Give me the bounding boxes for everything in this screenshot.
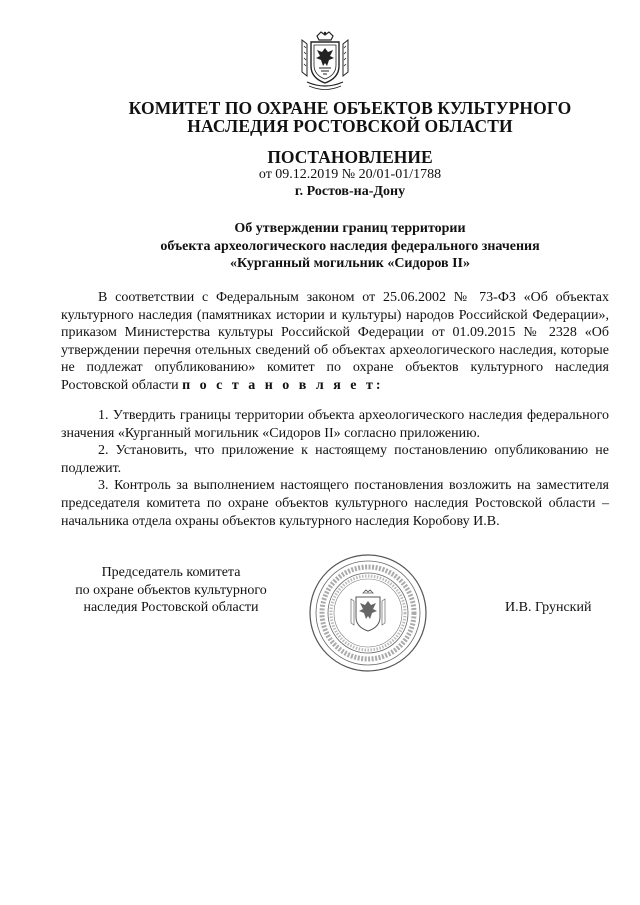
preamble-paragraph — [61, 289, 609, 395]
subject-line2: объекта археологического наследия федерального значения — [160, 238, 540, 254]
signatory-position-line1: Председатель комитета — [101, 565, 241, 580]
decree-item-2: 2. Установить, что приложение к настоящему постановлению опубликованию не подлежит. — [61, 443, 609, 476]
official-seal-icon — [308, 553, 428, 673]
subject-line1: Об утверждении границ территории — [234, 221, 466, 236]
signatory-name: И.В. Грунский — [505, 600, 592, 615]
subject-line3: «Курганный могильник «Сидоров II» — [230, 256, 470, 271]
organization-name — [60, 99, 640, 135]
document-subject — [60, 220, 640, 273]
document-number: от 09.12.2019 № 20/01-01/1788 — [258, 167, 442, 182]
document-city: г. Ростов-на-Дону — [294, 184, 406, 199]
signatory-position-line2: по охране объектов культурного — [75, 582, 267, 598]
signatory-position-line3: наследия Ростовской области — [83, 600, 259, 615]
organization-name-line2: НАСЛЕДИЯ РОСТОВСКОЙ ОБЛАСТИ — [187, 116, 513, 136]
coat-of-arms-icon — [299, 30, 351, 92]
preamble-text: В соответствии с Федеральным законом от 25.06.2002 № 73-ФЗ «Об объектах культурного наследия (памятниках истории и культуры) народов Российской Федерации», приказом Министерства культуры Российской Федерации от 01.09.2015 № 2328 «Об утверждении перечня отельных сведений об объектах археологического наследия, которые не подлежат опубликованию» комитет по охране объектов культурного наследия Ростовской области — [61, 290, 609, 393]
decree-item-3: 3. Контроль за выполнением настоящего постановления возложить на заместителя председателя комитета по охране объектов культурного наследия Ростовской области – начальника отдела охраны объектов культурного наследия Коробову И.В. — [61, 478, 609, 529]
preamble — [61, 289, 609, 395]
decree-items — [61, 407, 609, 530]
document-type: ПОСТАНОВЛЕНИЕ — [267, 147, 433, 167]
decree-word: п о с т а н о в л я е т: — [182, 377, 384, 393]
organization-name-line1: КОМИТЕТ ПО ОХРАНЕ ОБЪЕКТОВ КУЛЬТУРНОГО — [128, 98, 572, 118]
signatory-position — [40, 564, 302, 617]
decree-item-1: 1. Утвердить границы территории объекта археологического наследия федерального значения «Курганный могильник «Сидоров II» согласно приложению. — [61, 408, 609, 441]
